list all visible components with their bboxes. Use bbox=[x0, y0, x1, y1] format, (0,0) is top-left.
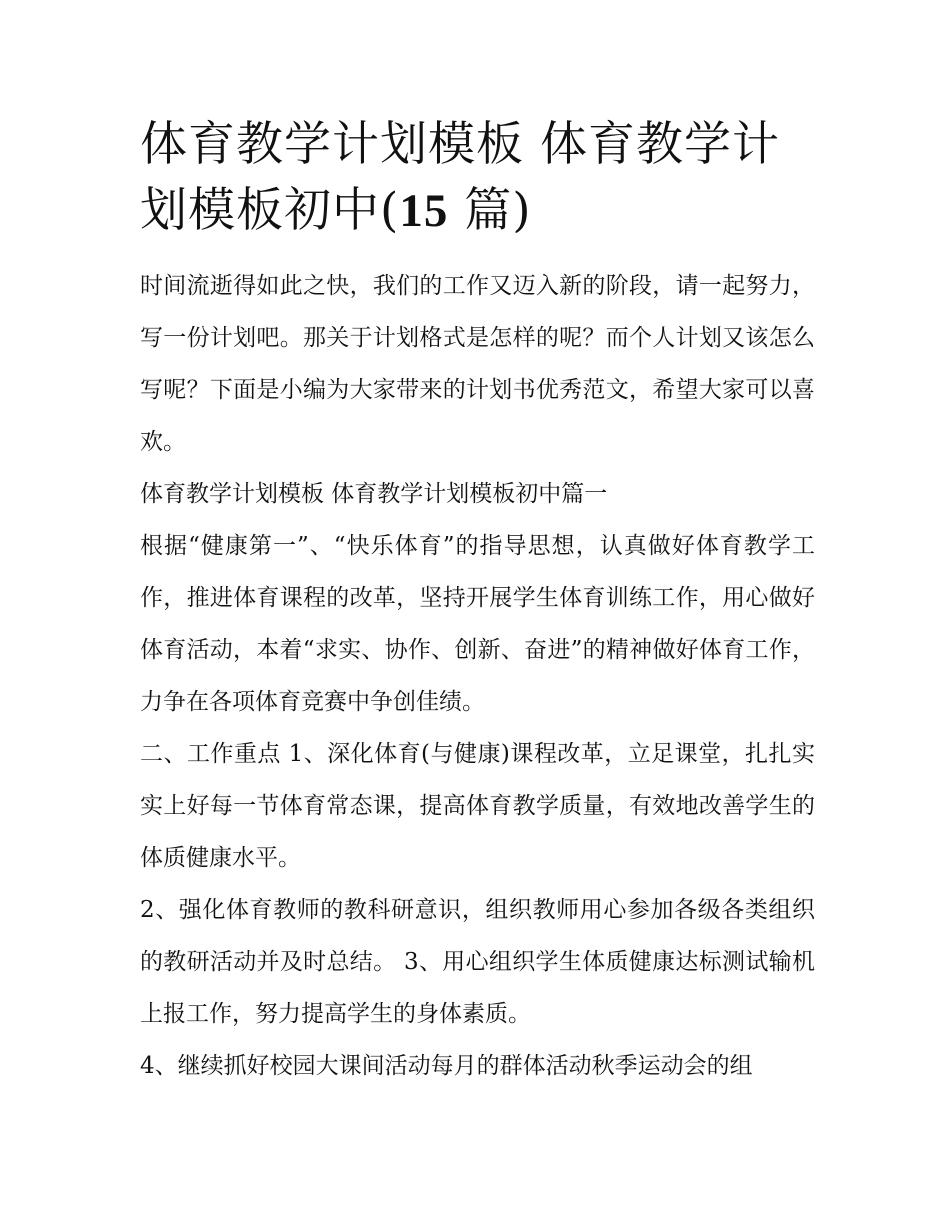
focus-paragraph-4: 4、继续抓好校园大课间活动每月的群体活动秋季运动会的组 bbox=[140, 1053, 753, 1079]
title-text-part1: 体育教学计划模板 体育教学计划模板初中( bbox=[140, 117, 780, 238]
title-text-part2: 篇) bbox=[448, 183, 532, 238]
focus-paragraph-2: 2、强化体育教师的教科研意识，组织教师用心参加各级各类组织的教研活动并及时总结。 3、用心组织学生体质健康达标测试输机上报工作，努力提高学生的身体素质。 bbox=[140, 897, 815, 1027]
intro-paragraph: 时间流逝得如此之快，我们的工作又迈入新的阶段，请一起努力，写一份计划吧。那关于计划格式是怎样的呢？而个人计划又该怎么写呢？下面是小编为大家带来的计划书优秀范文，希望大家可以喜欢。 bbox=[140, 273, 815, 455]
document-page bbox=[140, 112, 815, 1092]
focus-paragraph-1: 二、工作重点 1、深化体育(与健康)课程改革，立足课堂，扎扎实实上好每一节体育常态课，提高体育教学质量，有效地改善学生的体质健康水平。 bbox=[140, 741, 815, 871]
guiding-paragraph: 根据“健康第一”、“快乐体育”的指导思想，认真做好体育教学工作，推进体育课程的改革，坚持开展学生体育训练工作，用心做好体育活动，本着“求实、协作、创新、奋进”的精神做好体育工作，力争在各项体育竞赛中争创佳绩。 bbox=[140, 533, 815, 715]
document-title bbox=[140, 112, 815, 244]
document-body bbox=[140, 260, 815, 1092]
section-heading: 体育教学计划模板 体育教学计划模板初中篇一 bbox=[140, 481, 608, 507]
title-number: 15 bbox=[399, 185, 449, 237]
